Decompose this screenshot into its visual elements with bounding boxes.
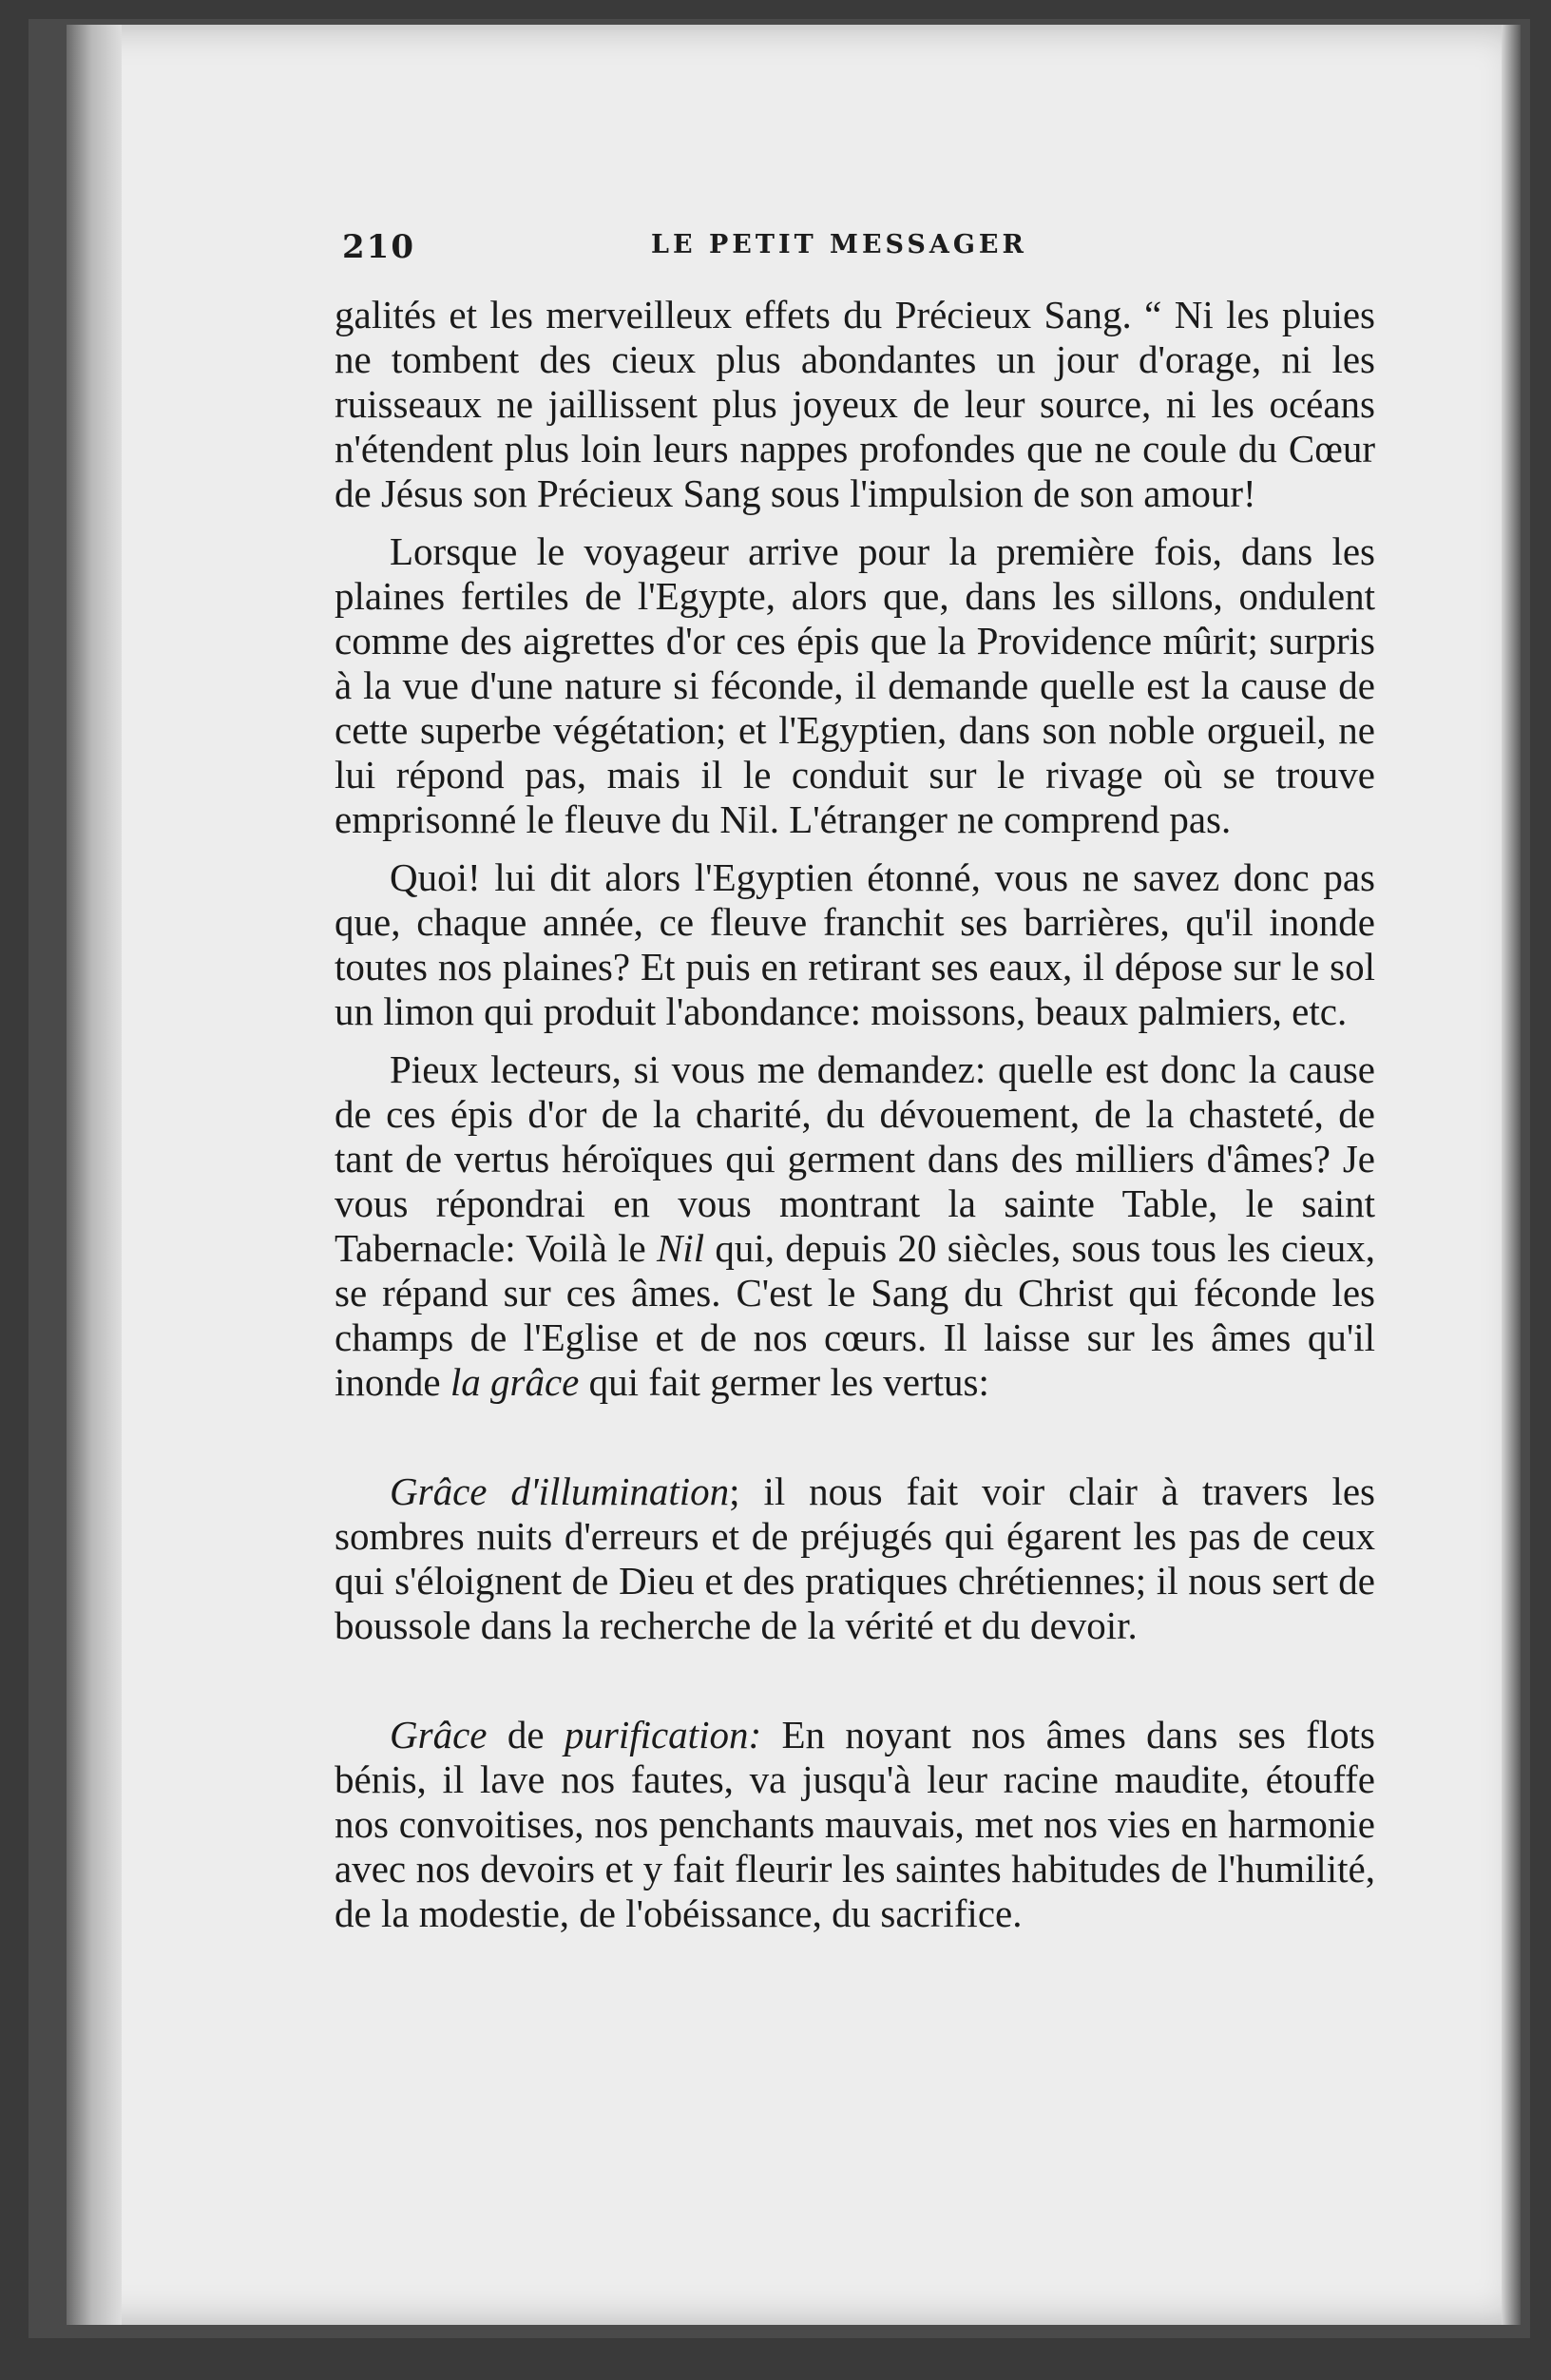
paragraph-3: Quoi! lui dit alors l'Egyptien étonné, vous ne savez donc pas que, chaque année, ce fleuve franchit ses barrières, qu'il inonde toutes nos plaines? Et puis en retirant ses eaux, il dépose sur le sol un limon qui produit l'abondance: moissons, beaux palmiers, etc. [335, 855, 1375, 1033]
page-right-edge [1502, 25, 1521, 2325]
purification-label: purification: [564, 1713, 762, 1756]
paragraph-4 [335, 1047, 1375, 1405]
paragraph-5 [335, 1469, 1375, 1648]
paragraph-5-text: ; il nous fait voir clair à travers les sombres nuits d'erreurs et de préjugés qui égarent les pas de ceux qui s'éloignent de Dieu et des pratiques chrétiennes; il nous sert de boussole dans la recherche de la vérité et du devoir. [335, 1469, 1375, 1647]
running-head [342, 228, 1064, 270]
purification-label-grace: Grâce [390, 1713, 488, 1756]
paragraph-4-part-b: qui, depuis 20 siècles, sous tous les cieux, se répand sur ces âmes. C'est le Sang du Christ qui féconde les champs de l'Eglise et de nos cœurs. Il laisse sur les âmes qu'il inonde [335, 1226, 1375, 1404]
journal-title: LE PETIT MESSAGER [651, 230, 1027, 259]
paragraph-4-part-a: Pieux lecteurs, si vous me demandez: quelle est donc la cause de ces épis d'or de la charité, du dévouement, de la chasteté, de tant de vertus héroïques qui germent dans des milliers d'âmes? Je vous répondrai en vous montrant la sainte Table, le saint Tabernacle: Voilà le [335, 1047, 1375, 1270]
grace-emphasis: la grâce [450, 1360, 580, 1404]
page-number: 210 [342, 228, 415, 266]
paragraph-4-part-c: qui fait germer les vertus: [588, 1360, 989, 1404]
paragraph-1: galités et les merveilleux effets du Précieux Sang. “ Ni les pluies ne tombent des cieux plus abondantes un jour d'orage, ni les ruisseaux ne jaillissent plus joyeux de leur source, ni les océans n'étendent plus loin leurs nappes profondes que ne coule du Cœur de Jésus son Précieux Sang sous l'impulsion de son amour! [335, 293, 1375, 515]
paragraph-6 [335, 1713, 1375, 1936]
page-binding-shadow [67, 25, 122, 2325]
paragraph-2: Lorsque le voyageur arrive pour la première fois, dans les plaines fertiles de l'Egypte, alors que, dans les sillons, ondulent comme des aigrettes d'or ces épis que la Providence mûrit; surpris à la vue d'une nature si féconde, il demande quelle est la cause de cette superbe végétation; et l'Egyptien, dans son noble orgueil, ne lui répond pas, mais il le conduit sur le rivage où se trouve emprisonné le fleuve du Nil. L'étranger ne comprend pas. [335, 529, 1375, 841]
nil-emphasis: Nil [656, 1226, 705, 1270]
body-text [335, 293, 1375, 1949]
purification-label-de: de [507, 1713, 545, 1756]
paragraph-6-text: En noyant nos âmes dans ses flots bénis, il lave nos fautes, va jusqu'à leur racine maudite, étouffe nos convoitises, nos penchants mauvais, met nos vies en harmonie avec nos devoirs et y fait fleurir les saintes habitudes de l'humilité, de la modestie, de l'obéissance, du sacrifice. [335, 1713, 1376, 1935]
illumination-label: Grâce d'illumination [390, 1469, 730, 1513]
